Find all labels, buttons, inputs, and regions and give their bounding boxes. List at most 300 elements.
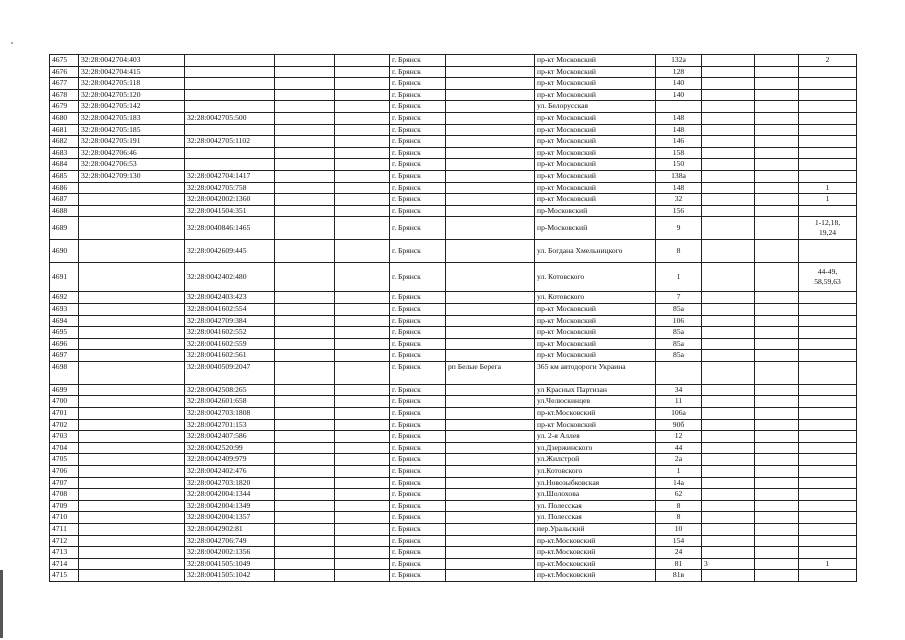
row-number-cell: 4680 xyxy=(50,112,79,124)
street-cell: пр-кт Московский xyxy=(535,315,656,327)
blank-cell-a xyxy=(275,263,335,292)
blank-cell-f xyxy=(755,263,799,292)
apartment-cell: 1 xyxy=(799,194,857,206)
locality-cell xyxy=(446,454,535,466)
table-body xyxy=(50,55,857,582)
house-number-cell: 7 xyxy=(656,292,702,304)
house-number-cell: 146 xyxy=(656,136,702,148)
street-cell: пр-кт Московский xyxy=(535,124,656,136)
apartment-cell xyxy=(799,442,857,454)
locality-cell xyxy=(446,112,535,124)
blank-cell-b xyxy=(335,477,390,489)
street-cell: ул Красных Партизан xyxy=(535,384,656,396)
blank-cell-b xyxy=(335,454,390,466)
blank-cell-f xyxy=(755,431,799,443)
apartment-cell xyxy=(799,500,857,512)
building-cadastral-number-cell: 32:28:0041505:1049 xyxy=(185,558,275,570)
blank-cell-f xyxy=(755,217,799,240)
blank-cell-f xyxy=(755,182,799,194)
apartment-cell xyxy=(799,303,857,315)
blank-cell-b xyxy=(335,78,390,90)
locality-cell xyxy=(446,292,535,304)
house-number-cell: 85а xyxy=(656,338,702,350)
street-cell: пр-кт Московский xyxy=(535,194,656,206)
city-cell: г. Брянск xyxy=(390,292,446,304)
blank-cell-b xyxy=(335,558,390,570)
cadastral-number-cell: 32:28:0042705:185 xyxy=(79,124,185,136)
building-cadastral-number-cell: 32:28:0042705:500 xyxy=(185,112,275,124)
blank-cell-a xyxy=(275,315,335,327)
cadastral-number-cell: 32:28:0042704:415 xyxy=(79,66,185,78)
building-cell xyxy=(702,124,755,136)
city-cell: г. Брянск xyxy=(390,136,446,148)
blank-cell-a xyxy=(275,89,335,101)
locality-cell xyxy=(446,240,535,263)
city-cell: г. Брянск xyxy=(390,217,446,240)
building-cadastral-number-cell: 32:28:0040846:1465 xyxy=(185,217,275,240)
blank-cell-f xyxy=(755,489,799,501)
cadastral-number-cell: 32:28:0042706:53 xyxy=(79,159,185,171)
blank-cell-a xyxy=(275,124,335,136)
apartment-cell xyxy=(799,396,857,408)
city-cell: г. Брянск xyxy=(390,101,446,113)
row-number-cell: 4693 xyxy=(50,303,79,315)
apartment-cell xyxy=(799,338,857,350)
cadastral-number-cell xyxy=(79,350,185,362)
blank-cell-b xyxy=(335,292,390,304)
blank-cell-b xyxy=(335,384,390,396)
row-number-cell: 4709 xyxy=(50,500,79,512)
building-cadastral-number-cell: 32:28:0042002:1356 xyxy=(185,547,275,559)
street-cell: пр-кт Московский xyxy=(535,327,656,339)
house-number-cell: 148 xyxy=(656,182,702,194)
cadastral-number-cell xyxy=(79,442,185,454)
row-number-cell: 4690 xyxy=(50,240,79,263)
row-number-cell: 4686 xyxy=(50,182,79,194)
building-cadastral-number-cell: 32:28:0041602:559 xyxy=(185,338,275,350)
locality-cell xyxy=(446,89,535,101)
blank-cell-b xyxy=(335,112,390,124)
apartment-cell xyxy=(799,489,857,501)
blank-cell-f xyxy=(755,454,799,466)
apartment-cell xyxy=(799,315,857,327)
blank-cell-f xyxy=(755,361,799,384)
row-number-cell: 4691 xyxy=(50,263,79,292)
street-cell: пр-кт Московский xyxy=(535,55,656,67)
street-cell: пр-кт Московский xyxy=(535,419,656,431)
street-cell: пр-кт Московский xyxy=(535,66,656,78)
apartment-cell: 1 xyxy=(799,182,857,194)
street-cell: ул.Челюскинцев xyxy=(535,396,656,408)
street-cell: пр-кт Московский xyxy=(535,136,656,148)
building-cadastral-number-cell: 32:28:0042703:1820 xyxy=(185,477,275,489)
blank-cell-b xyxy=(335,350,390,362)
table-row xyxy=(50,55,857,67)
locality-cell xyxy=(446,338,535,350)
apartment-cell xyxy=(799,205,857,217)
city-cell: г. Брянск xyxy=(390,500,446,512)
blank-cell-b xyxy=(335,431,390,443)
building-cell xyxy=(702,512,755,524)
table-row xyxy=(50,147,857,159)
street-cell: ул. Котовского xyxy=(535,292,656,304)
house-number-cell: 8 xyxy=(656,240,702,263)
city-cell: г. Брянск xyxy=(390,361,446,384)
apartment-cell xyxy=(799,124,857,136)
house-number-cell xyxy=(656,361,702,384)
street-cell: пр-кт.Московский xyxy=(535,408,656,420)
blank-cell-f xyxy=(755,419,799,431)
apartment-cell xyxy=(799,512,857,524)
city-cell: г. Брянск xyxy=(390,182,446,194)
house-number-cell: 1 xyxy=(656,466,702,478)
blank-cell-b xyxy=(335,570,390,582)
table-row xyxy=(50,303,857,315)
cadastral-number-cell xyxy=(79,535,185,547)
table-row xyxy=(50,327,857,339)
apartment-cell: 44-49, 58,59,63 xyxy=(799,263,857,292)
cadastral-number-cell xyxy=(79,558,185,570)
row-number-cell: 4711 xyxy=(50,524,79,536)
blank-cell-b xyxy=(335,159,390,171)
table-row xyxy=(50,535,857,547)
cadastral-number-cell xyxy=(79,240,185,263)
table-row xyxy=(50,477,857,489)
building-cadastral-number-cell xyxy=(185,159,275,171)
locality-cell xyxy=(446,384,535,396)
cadastral-number-cell xyxy=(79,419,185,431)
cadastral-number-cell xyxy=(79,315,185,327)
locality-cell xyxy=(446,466,535,478)
table-row xyxy=(50,524,857,536)
blank-cell-a xyxy=(275,408,335,420)
row-number-cell: 4687 xyxy=(50,194,79,206)
house-number-cell: 150 xyxy=(656,159,702,171)
table-row xyxy=(50,263,857,292)
row-number-cell: 4678 xyxy=(50,89,79,101)
blank-cell-f xyxy=(755,170,799,182)
building-cell xyxy=(702,194,755,206)
locality-cell xyxy=(446,396,535,408)
blank-cell-b xyxy=(335,205,390,217)
house-number-cell: 148 xyxy=(656,124,702,136)
city-cell: г. Брянск xyxy=(390,477,446,489)
building-cell xyxy=(702,217,755,240)
street-cell: ул.Шолохова xyxy=(535,489,656,501)
table-row xyxy=(50,170,857,182)
apartment-cell xyxy=(799,535,857,547)
blank-cell-a xyxy=(275,240,335,263)
house-number-cell: 12 xyxy=(656,431,702,443)
row-number-cell: 4698 xyxy=(50,361,79,384)
apartment-cell xyxy=(799,350,857,362)
blank-cell-b xyxy=(335,512,390,524)
street-cell: пр-кт Московский xyxy=(535,338,656,350)
building-cell xyxy=(702,89,755,101)
house-number-cell: 8 xyxy=(656,500,702,512)
blank-cell-b xyxy=(335,396,390,408)
table-row xyxy=(50,194,857,206)
locality-cell xyxy=(446,489,535,501)
apartment-cell xyxy=(799,78,857,90)
row-number-cell: 4700 xyxy=(50,396,79,408)
locality-cell xyxy=(446,136,535,148)
house-number-cell: 81в xyxy=(656,570,702,582)
street-cell: 365 км автодороги Украина xyxy=(535,361,656,384)
table-row xyxy=(50,89,857,101)
table-row xyxy=(50,240,857,263)
apartment-cell xyxy=(799,408,857,420)
blank-cell-f xyxy=(755,194,799,206)
house-number-cell: 62 xyxy=(656,489,702,501)
building-cell xyxy=(702,419,755,431)
city-cell: г. Брянск xyxy=(390,338,446,350)
house-number-cell: 156 xyxy=(656,205,702,217)
cadastral-number-cell xyxy=(79,500,185,512)
locality-cell xyxy=(446,303,535,315)
street-cell: пр-кт Московский xyxy=(535,112,656,124)
locality-cell xyxy=(446,182,535,194)
table-row xyxy=(50,558,857,570)
locality-cell xyxy=(446,66,535,78)
blank-cell-f xyxy=(755,558,799,570)
building-cell xyxy=(702,147,755,159)
building-cadastral-number-cell: 32:28:0042520:99 xyxy=(185,442,275,454)
building-cadastral-number-cell: 32:28:0040509:2047 xyxy=(185,361,275,384)
cadastral-number-cell xyxy=(79,292,185,304)
blank-cell-a xyxy=(275,570,335,582)
table-row xyxy=(50,350,857,362)
house-number-cell: 132а xyxy=(656,55,702,67)
city-cell: г. Брянск xyxy=(390,419,446,431)
locality-cell xyxy=(446,535,535,547)
city-cell: г. Брянск xyxy=(390,303,446,315)
locality-cell xyxy=(446,170,535,182)
building-cadastral-number-cell: 32:28:0042706:749 xyxy=(185,535,275,547)
locality-cell xyxy=(446,547,535,559)
building-cell xyxy=(702,489,755,501)
building-cell xyxy=(702,292,755,304)
building-cadastral-number-cell: 32:28:0041504:351 xyxy=(185,205,275,217)
cadastral-number-cell xyxy=(79,454,185,466)
building-cadastral-number-cell: 32:28:0042609:445 xyxy=(185,240,275,263)
table-row xyxy=(50,292,857,304)
table-row xyxy=(50,570,857,582)
table-row xyxy=(50,489,857,501)
blank-cell-a xyxy=(275,194,335,206)
blank-cell-a xyxy=(275,454,335,466)
table-row xyxy=(50,182,857,194)
building-cadastral-number-cell: 32:28:0042902:81 xyxy=(185,524,275,536)
house-number-cell: 138а xyxy=(656,170,702,182)
building-cell xyxy=(702,101,755,113)
apartment-cell xyxy=(799,112,857,124)
building-cell xyxy=(702,315,755,327)
blank-cell-f xyxy=(755,524,799,536)
locality-cell xyxy=(446,217,535,240)
row-number-cell: 4712 xyxy=(50,535,79,547)
blank-cell-b xyxy=(335,303,390,315)
house-number-cell: 85а xyxy=(656,303,702,315)
locality-cell xyxy=(446,500,535,512)
row-number-cell: 4707 xyxy=(50,477,79,489)
apartment-cell xyxy=(799,327,857,339)
city-cell: г. Брянск xyxy=(390,396,446,408)
building-cadastral-number-cell xyxy=(185,89,275,101)
blank-cell-f xyxy=(755,477,799,489)
street-cell: пр-кт.Московский xyxy=(535,570,656,582)
city-cell: г. Брянск xyxy=(390,535,446,547)
row-number-cell: 4703 xyxy=(50,431,79,443)
apartment-cell xyxy=(799,147,857,159)
row-number-cell: 4683 xyxy=(50,147,79,159)
blank-cell-a xyxy=(275,558,335,570)
building-cadastral-number-cell: 32:28:0042002:1360 xyxy=(185,194,275,206)
building-cadastral-number-cell: 32:28:0042709:384 xyxy=(185,315,275,327)
apartment-cell xyxy=(799,419,857,431)
street-cell: пр-кт Московский xyxy=(535,182,656,194)
blank-cell-b xyxy=(335,182,390,194)
property-register-table xyxy=(49,54,857,582)
building-cadastral-number-cell: 32:28:0042705:1102 xyxy=(185,136,275,148)
apartment-cell xyxy=(799,89,857,101)
apartment-cell xyxy=(799,136,857,148)
blank-cell-f xyxy=(755,55,799,67)
building-cell xyxy=(702,112,755,124)
blank-cell-a xyxy=(275,303,335,315)
cadastral-number-cell xyxy=(79,327,185,339)
locality-cell xyxy=(446,524,535,536)
street-cell: пр-кт.Московский xyxy=(535,547,656,559)
street-cell: пер.Уральский xyxy=(535,524,656,536)
blank-cell-b xyxy=(335,170,390,182)
cadastral-number-cell: 32:28:0042705:120 xyxy=(79,89,185,101)
row-number-cell: 4705 xyxy=(50,454,79,466)
row-number-cell: 4676 xyxy=(50,66,79,78)
blank-cell-f xyxy=(755,350,799,362)
blank-cell-b xyxy=(335,547,390,559)
apartment-cell: 2 xyxy=(799,55,857,67)
building-cadastral-number-cell: 32:28:0042004:1344 xyxy=(185,489,275,501)
building-cell xyxy=(702,361,755,384)
blank-cell-a xyxy=(275,466,335,478)
city-cell: г. Брянск xyxy=(390,570,446,582)
row-number-cell: 4679 xyxy=(50,101,79,113)
row-number-cell: 4696 xyxy=(50,338,79,350)
building-cell xyxy=(702,303,755,315)
building-cell xyxy=(702,396,755,408)
blank-cell-a xyxy=(275,361,335,384)
city-cell: г. Брянск xyxy=(390,558,446,570)
apartment-cell xyxy=(799,477,857,489)
house-number-cell: 2а xyxy=(656,454,702,466)
blank-cell-b xyxy=(335,327,390,339)
building-cell xyxy=(702,431,755,443)
row-number-cell: 4699 xyxy=(50,384,79,396)
building-cadastral-number-cell xyxy=(185,66,275,78)
cadastral-number-cell xyxy=(79,205,185,217)
cadastral-number-cell xyxy=(79,263,185,292)
city-cell: г. Брянск xyxy=(390,124,446,136)
house-number-cell: 154 xyxy=(656,535,702,547)
house-number-cell: 10 xyxy=(656,524,702,536)
building-cell xyxy=(702,159,755,171)
blank-cell-b xyxy=(335,194,390,206)
cadastral-number-cell xyxy=(79,547,185,559)
apartment-cell: 1-12,18, 19,24 xyxy=(799,217,857,240)
apartment-cell xyxy=(799,454,857,466)
blank-cell-b xyxy=(335,315,390,327)
row-number-cell: 4710 xyxy=(50,512,79,524)
table-row xyxy=(50,454,857,466)
blank-cell-b xyxy=(335,442,390,454)
cadastral-number-cell xyxy=(79,303,185,315)
row-number-cell: 4677 xyxy=(50,78,79,90)
street-cell: пр-кт Московский xyxy=(535,170,656,182)
street-cell: ул.Котовского xyxy=(535,466,656,478)
cadastral-number-cell: 32:28:0042705:183 xyxy=(79,112,185,124)
building-cell xyxy=(702,384,755,396)
building-cadastral-number-cell: 32:28:0042601:658 xyxy=(185,396,275,408)
table-row xyxy=(50,384,857,396)
building-cell xyxy=(702,454,755,466)
house-number-cell: 44 xyxy=(656,442,702,454)
building-cell xyxy=(702,55,755,67)
table-row xyxy=(50,500,857,512)
blank-cell-a xyxy=(275,136,335,148)
house-number-cell: 14а xyxy=(656,477,702,489)
building-cadastral-number-cell: 32:28:0042004:1349 xyxy=(185,500,275,512)
table-row xyxy=(50,408,857,420)
locality-cell xyxy=(446,315,535,327)
building-cadastral-number-cell: 32:28:0042403:423 xyxy=(185,292,275,304)
city-cell: г. Брянск xyxy=(390,408,446,420)
city-cell: г. Брянск xyxy=(390,489,446,501)
blank-cell-a xyxy=(275,78,335,90)
blank-cell-b xyxy=(335,500,390,512)
city-cell: г. Брянск xyxy=(390,547,446,559)
row-number-cell: 4694 xyxy=(50,315,79,327)
cadastral-number-cell xyxy=(79,524,185,536)
city-cell: г. Брянск xyxy=(390,466,446,478)
blank-cell-a xyxy=(275,477,335,489)
blank-cell-a xyxy=(275,512,335,524)
street-cell: ул.Дзержинского xyxy=(535,442,656,454)
house-number-cell: 140 xyxy=(656,89,702,101)
blank-cell-a xyxy=(275,489,335,501)
blank-cell-f xyxy=(755,466,799,478)
building-cell: 3 xyxy=(702,558,755,570)
table-row xyxy=(50,431,857,443)
blank-cell-b xyxy=(335,535,390,547)
blank-cell-f xyxy=(755,205,799,217)
table-row xyxy=(50,547,857,559)
apartment-cell xyxy=(799,361,857,384)
city-cell: г. Брянск xyxy=(390,159,446,171)
apartment-cell xyxy=(799,66,857,78)
blank-cell-a xyxy=(275,217,335,240)
table-row xyxy=(50,315,857,327)
row-number-cell: 4715 xyxy=(50,570,79,582)
table-row xyxy=(50,78,857,90)
blank-cell-f xyxy=(755,112,799,124)
locality-cell xyxy=(446,101,535,113)
locality-cell xyxy=(446,55,535,67)
building-cadastral-number-cell xyxy=(185,78,275,90)
city-cell: г. Брянск xyxy=(390,194,446,206)
building-cell xyxy=(702,205,755,217)
row-number-cell: 4702 xyxy=(50,419,79,431)
